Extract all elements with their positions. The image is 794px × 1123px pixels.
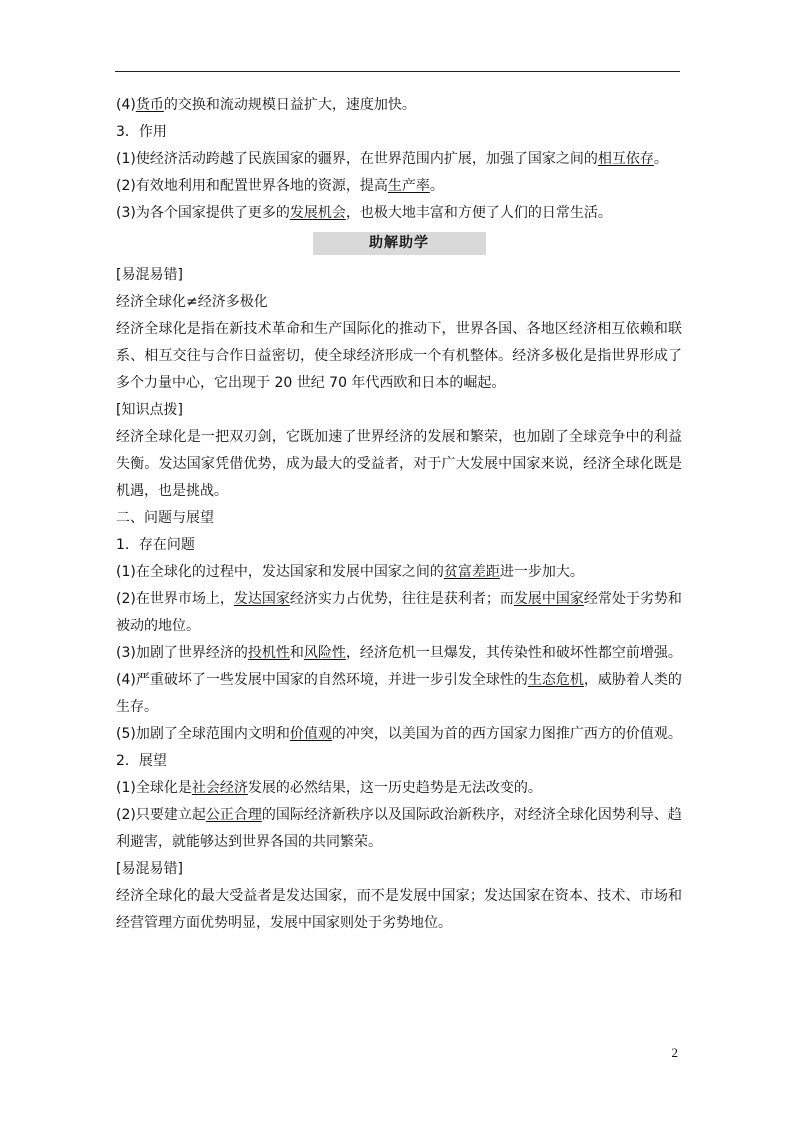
- effect-2: [116, 173, 682, 200]
- effect-3: [116, 200, 682, 227]
- underlined-term: 货币: [135, 97, 164, 113]
- paragraph-line: 经济全球化是指在新技术革命和生产国际化的推动下，世界各国、各地区经济相互依赖和联: [116, 321, 682, 337]
- section-banner: 助解助学: [313, 232, 486, 255]
- item-text: ，威胁着人类的: [583, 672, 682, 688]
- problem-1: [116, 559, 682, 586]
- item-text: ，经济危机一旦爆发，其传染性和破坏性都空前增强。: [345, 645, 682, 661]
- problem-4-cont: 生存。: [116, 699, 158, 715]
- heading-outlook: 2．展望: [116, 753, 167, 769]
- paragraph-line: 失衡。发达国家凭借优势，成为最大的受益者，对于广大发展中国家来说，经济全球化既是: [116, 456, 682, 472]
- outlook-2-cont: 利避害，就能够达到世界各国的共同繁荣。: [116, 834, 382, 850]
- underlined-term: 发展中国家: [513, 591, 584, 607]
- problem-2-cont: 被动的地位。: [116, 618, 200, 634]
- item-text: ，也极大地丰富和方便了人们的日常生活。: [345, 205, 612, 221]
- problem-3: [116, 640, 682, 667]
- paragraph-line: 机遇，也是挑战。: [116, 483, 228, 499]
- item-text: 经常处于劣势和: [583, 591, 682, 607]
- underlined-term: 发展机会: [289, 205, 346, 221]
- item-text: 经济实力占优势，往往是获利者；而: [289, 591, 514, 607]
- item-text: 的交换和流动规模日益扩大，速度加快。: [163, 97, 416, 113]
- item-text: 的冲突，以美国为首的西方国家力图推广西方的价值观。: [331, 726, 682, 742]
- effect-1: [116, 146, 682, 173]
- paragraph-line: 经营管理方面优势明显，发展中国家则处于劣势地位。: [116, 915, 452, 931]
- underlined-term: 价值观: [289, 726, 332, 742]
- tag-easily-confused-2: [易混易错]: [116, 861, 183, 877]
- item-text: 。: [653, 151, 668, 167]
- paragraph-line: 多个力量中心，它出现于 20 世纪 70 年代西欧和日本的崛起。: [116, 375, 506, 391]
- item-text: 发展的必然结果，这一历史趋势是无法改变的。: [247, 780, 542, 796]
- item-text: (5)加剧了全球范围内文明和: [116, 726, 290, 742]
- underlined-term: 生产率: [387, 178, 430, 194]
- underlined-term: 公正合理: [205, 807, 262, 823]
- heading-effects: 3．作用: [116, 124, 167, 140]
- item-text: (1)全球化是: [116, 780, 192, 796]
- section-heading: 二、问题与展望: [116, 510, 214, 526]
- problem-2: [116, 586, 682, 613]
- item-text: (3)为各个国家提供了更多的: [116, 205, 290, 221]
- problem-4: [116, 667, 682, 694]
- outlook-1: [116, 775, 682, 802]
- item-text: (2)有效地利用和配置世界各地的资源，提高: [116, 178, 388, 194]
- tag-knowledge-tip: [知识点拨]: [116, 402, 183, 418]
- underlined-term: 贫富差距: [443, 564, 500, 580]
- page-number: 2: [671, 1045, 678, 1060]
- header-rule: [115, 71, 680, 72]
- page-content: [116, 92, 682, 937]
- banner-row: [116, 228, 682, 259]
- underlined-term: 发达国家: [233, 591, 290, 607]
- heading-problems: 1．存在问题: [116, 537, 195, 553]
- problem-5: [116, 721, 682, 748]
- paragraph-line: 系、相互交往与合作日益密切，使全球经济形成一个有机整体。经济多极化是指世界形成了: [116, 348, 682, 364]
- item-text: 和: [289, 645, 304, 661]
- underlined-term: 风险性: [303, 645, 346, 661]
- item-currency: [116, 92, 682, 119]
- underlined-term: 投机性: [247, 645, 290, 661]
- item-text: (2)只要建立起: [116, 807, 206, 823]
- underlined-term: 社会经济: [191, 780, 248, 796]
- item-text: (4)严重破坏了一些发展中国家的自然环境，并进一步引发全球性的: [116, 672, 528, 688]
- item-text: (2)在世界市场上，: [116, 591, 234, 607]
- underlined-term: 相互依存: [597, 151, 654, 167]
- comparison-title: 经济全球化≠经济多极化: [116, 294, 268, 310]
- item-text: 的国际经济新秩序以及国际政治新秩序，对经济全球化因势利导、趋: [261, 807, 682, 823]
- item-text: (1)在全球化的过程中，发达国家和发展中国家之间的: [116, 564, 444, 580]
- item-text: (1)使经济活动跨越了民族国家的疆界，在世界范围内扩展，加强了国家之间的: [116, 151, 598, 167]
- item-text: (4): [116, 97, 136, 113]
- tag-easily-confused: [易混易错]: [116, 267, 183, 283]
- paragraph-line: 经济全球化是一把双刃剑，它既加速了世界经济的发展和繁荣，也加剧了全球竞争中的利益: [116, 429, 682, 445]
- outlook-2: [116, 802, 682, 829]
- item-text: (3)加剧了世界经济的: [116, 645, 248, 661]
- underlined-term: 生态危机: [527, 672, 584, 688]
- item-text: 进一步加大。: [499, 564, 584, 580]
- paragraph-line: 经济全球化的最大受益者是发达国家，而不是发展中国家；发达国家在资本、技术、市场和: [116, 888, 682, 904]
- item-text: 。: [429, 178, 444, 194]
